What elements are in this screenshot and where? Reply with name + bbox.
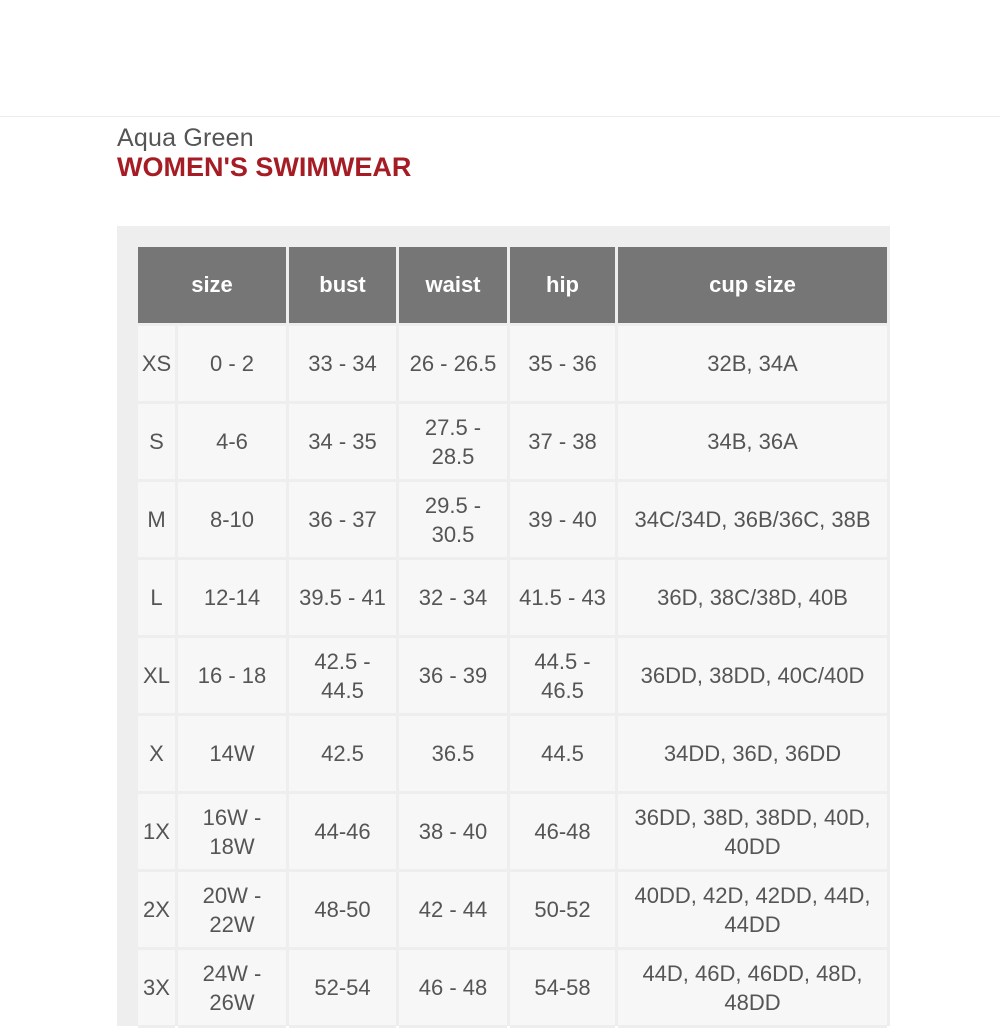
size-range-cell: 24W - 26W — [178, 950, 286, 1028]
hip-cell: 39 - 40 — [510, 482, 615, 560]
waist-cell: 29.5 - 30.5 — [399, 482, 507, 560]
waist-cell: 26 - 26.5 — [399, 326, 507, 404]
column-header-bust: bust — [289, 247, 396, 326]
size-letter-cell: XL — [138, 638, 175, 716]
table-body — [138, 326, 887, 1028]
bust-cell: 36 - 37 — [289, 482, 396, 560]
hip-cell: 44.5 - 46.5 — [510, 638, 615, 716]
size-range-cell: 16 - 18 — [178, 638, 286, 716]
table-row — [138, 560, 887, 638]
bust-cell: 44-46 — [289, 794, 396, 872]
table-row — [138, 950, 887, 1028]
size-range-cell: 8-10 — [178, 482, 286, 560]
waist-cell: 42 - 44 — [399, 872, 507, 950]
hip-cell: 54-58 — [510, 950, 615, 1028]
column-header-hip: hip — [510, 247, 615, 326]
column-header-size: size — [138, 247, 286, 326]
size-range-cell: 12-14 — [178, 560, 286, 638]
cup-size-cell: 34B, 36A — [618, 404, 887, 482]
hip-cell: 37 - 38 — [510, 404, 615, 482]
page-title: WOMEN'S SWIMWEAR — [117, 152, 412, 182]
table-row — [138, 794, 887, 872]
hip-cell: 41.5 - 43 — [510, 560, 615, 638]
size-chart-table — [135, 247, 890, 1028]
size-range-cell: 4-6 — [178, 404, 286, 482]
size-letter-cell: L — [138, 560, 175, 638]
bust-cell: 33 - 34 — [289, 326, 396, 404]
size-range-cell: 14W — [178, 716, 286, 794]
bust-cell: 42.5 - 44.5 — [289, 638, 396, 716]
cup-size-cell: 34DD, 36D, 36DD — [618, 716, 887, 794]
table-row — [138, 716, 887, 794]
column-header-waist: waist — [399, 247, 507, 326]
table-header-row — [138, 247, 887, 326]
size-range-cell: 0 - 2 — [178, 326, 286, 404]
cup-size-cell: 40DD, 42D, 42DD, 44D, 44DD — [618, 872, 887, 950]
cup-size-cell: 36DD, 38DD, 40C/40D — [618, 638, 887, 716]
column-header-cup-size: cup size — [618, 247, 887, 326]
table-row — [138, 404, 887, 482]
waist-cell: 46 - 48 — [399, 950, 507, 1028]
size-letter-cell: XS — [138, 326, 175, 404]
hip-cell: 44.5 — [510, 716, 615, 794]
cup-size-cell: 34C/34D, 36B/36C, 38B — [618, 482, 887, 560]
waist-cell: 36 - 39 — [399, 638, 507, 716]
size-letter-cell: X — [138, 716, 175, 794]
cup-size-cell: 36DD, 38D, 38DD, 40D, 40DD — [618, 794, 887, 872]
waist-cell: 32 - 34 — [399, 560, 507, 638]
table-row — [138, 482, 887, 560]
cup-size-cell: 36D, 38C/38D, 40B — [618, 560, 887, 638]
table-row — [138, 326, 887, 404]
size-letter-cell: M — [138, 482, 175, 560]
cup-size-cell: 32B, 34A — [618, 326, 887, 404]
size-letter-cell: 1X — [138, 794, 175, 872]
size-letter-cell: 3X — [138, 950, 175, 1028]
waist-cell: 36.5 — [399, 716, 507, 794]
cup-size-cell: 44D, 46D, 46DD, 48D, 48DD — [618, 950, 887, 1028]
table-row — [138, 872, 887, 950]
table-row — [138, 638, 887, 716]
bust-cell: 39.5 - 41 — [289, 560, 396, 638]
waist-cell: 38 - 40 — [399, 794, 507, 872]
size-letter-cell: S — [138, 404, 175, 482]
hip-cell: 46-48 — [510, 794, 615, 872]
size-range-cell: 20W - 22W — [178, 872, 286, 950]
waist-cell: 27.5 - 28.5 — [399, 404, 507, 482]
brand-name: Aqua Green — [117, 124, 254, 152]
bust-cell: 34 - 35 — [289, 404, 396, 482]
bust-cell: 42.5 — [289, 716, 396, 794]
hip-cell: 35 - 36 — [510, 326, 615, 404]
bust-cell: 52-54 — [289, 950, 396, 1028]
size-range-cell: 16W - 18W — [178, 794, 286, 872]
top-banner — [0, 0, 1000, 117]
bust-cell: 48-50 — [289, 872, 396, 950]
hip-cell: 50-52 — [510, 872, 615, 950]
size-letter-cell: 2X — [138, 872, 175, 950]
